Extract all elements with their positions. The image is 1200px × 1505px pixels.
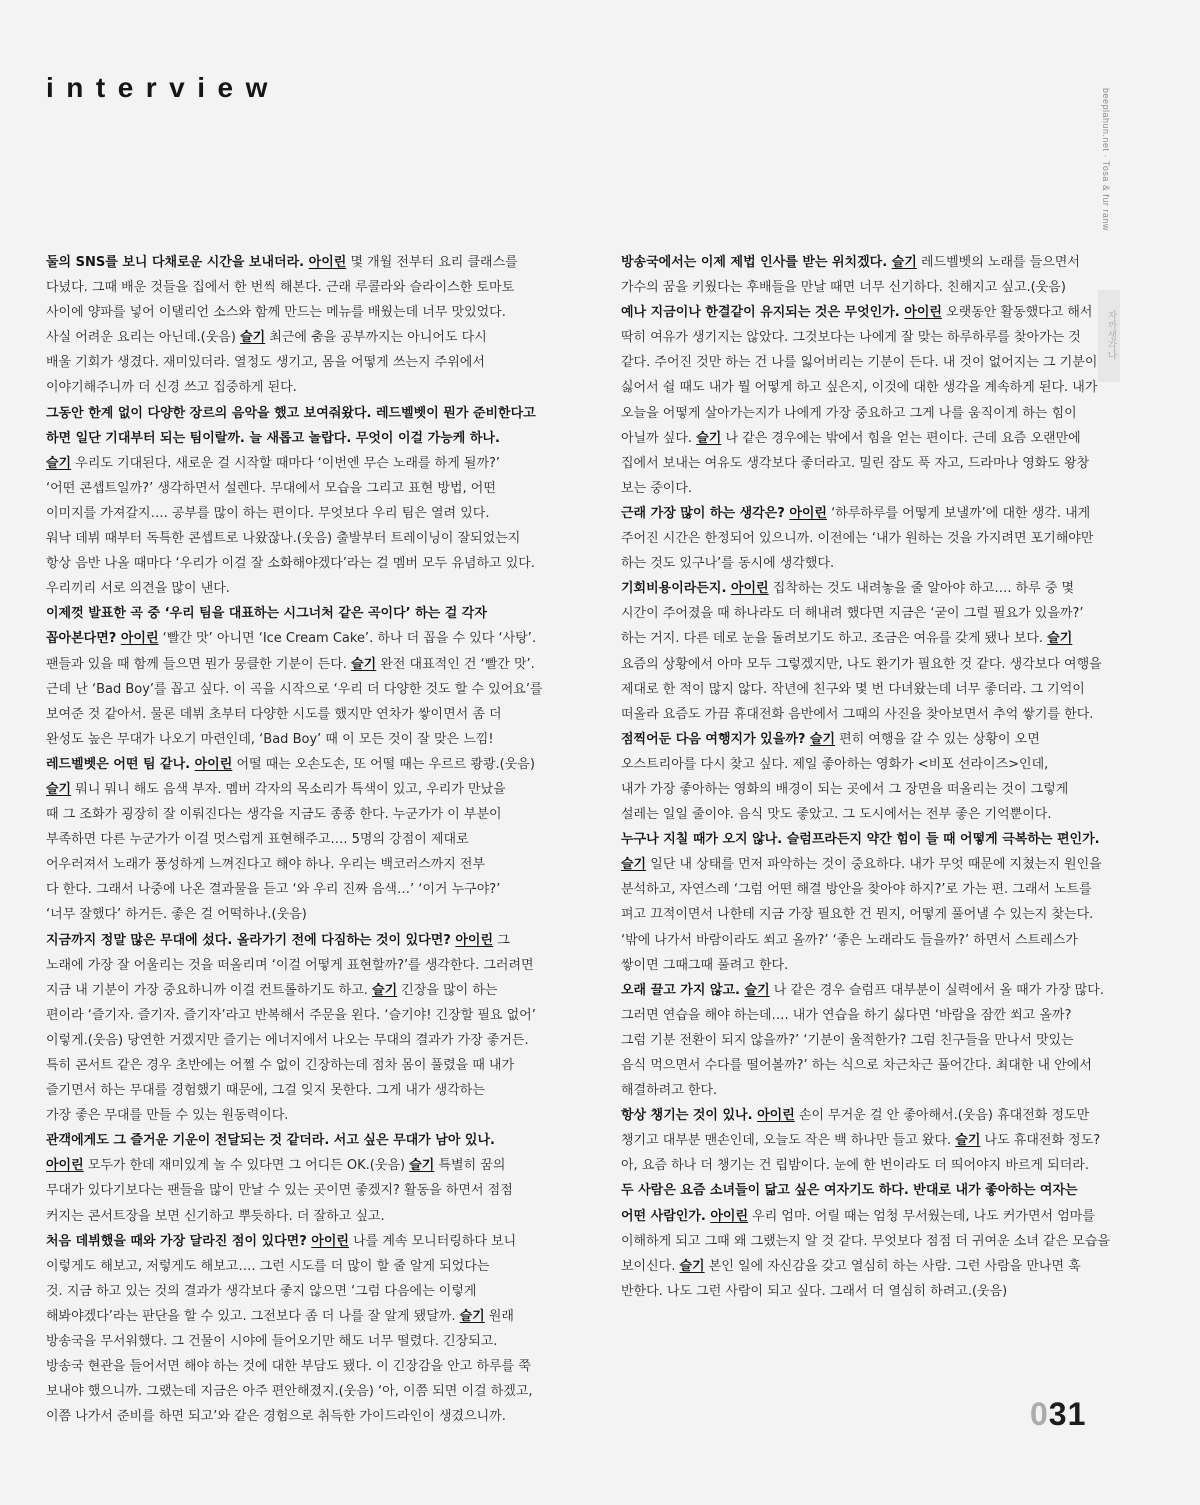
answer-text: 오랫동안 활동했다고 해서 xyxy=(941,305,1093,321)
answer-text: 커지는 콘서트장을 보면 신기하고 뿌듯하다. 더 잘하고 싶고. xyxy=(46,1208,385,1224)
text-line xyxy=(46,928,546,953)
question-text: 오래 끌고 가지 않고. xyxy=(621,982,745,998)
text-line xyxy=(621,325,1111,350)
answer-text: 그럼 기분 전환이 되지 않을까?’ ‘기분이 울적한가? 그럼 친구들을 만나서 맛있는 xyxy=(621,1032,1074,1048)
answer-text: 보여준 것 같아서. 물론 데뷔 초부터 다양한 시도를 했지만 연차가 쌓이면서 좀 더 xyxy=(46,706,502,722)
answer-text: 그 xyxy=(493,932,510,948)
text-line xyxy=(46,802,546,827)
text-line xyxy=(621,777,1111,802)
question-text: 관객에게도 그 즐거운 기운이 전달되는 것 같더라. 서고 싶은 무대가 남아 있나. xyxy=(46,1133,495,1149)
answer-text: 보내야 했으니까. 그랬는데 지금은 아주 편안해졌지.(웃음) ‘아, 이쯤 되면 이걸 하겠고, xyxy=(46,1384,533,1400)
text-line xyxy=(621,752,1111,777)
answer-text: 아닐까 싶다. xyxy=(621,430,697,446)
text-line xyxy=(621,827,1111,852)
answer-text: 이쯤 나가서 준비를 하면 되고’와 같은 경험으로 취득한 가이드라인이 생겼으니까. xyxy=(46,1409,506,1425)
answer-text: ‘밖에 나가서 바람이라도 쐬고 올까?’ ‘좋은 노래라도 들을까?’ 하면서 스트레스가 xyxy=(621,932,1078,948)
text-line xyxy=(46,1379,546,1404)
answer-text: 가장 좋은 무대를 만들 수 있는 원동력이다. xyxy=(46,1108,289,1124)
question-text: 방송국에서는 이제 제법 인사를 받는 위치겠다. xyxy=(621,255,892,270)
text-line xyxy=(621,350,1111,375)
text-line xyxy=(621,953,1111,978)
answer-text: 싫어서 쉴 때도 내가 뭘 어떻게 하고 싶은지, 이것에 대한 생각을 계속하게 된다. 내가 xyxy=(621,380,1098,396)
speaker-name: 아이린 xyxy=(710,1208,749,1224)
speaker-name: 슬기 xyxy=(372,982,398,998)
text-line xyxy=(621,1153,1111,1178)
speaker-name: 아이린 xyxy=(194,756,233,772)
text-line xyxy=(621,1028,1111,1053)
answer-text: 긴장을 많이 하는 xyxy=(397,982,498,998)
text-line xyxy=(46,576,546,601)
text-line xyxy=(621,576,1111,601)
speaker-name: 슬기 xyxy=(240,330,266,346)
text-line xyxy=(621,727,1111,752)
answer-text: 어떨 때는 오손도손, 또 어떨 때는 우르르 쾅쾅.(웃음) xyxy=(232,756,535,772)
text-line xyxy=(46,1404,546,1429)
text-line xyxy=(621,601,1111,626)
answer-text: 최근에 춤을 공부까지는 아니어도 다시 xyxy=(265,330,487,346)
text-line xyxy=(46,300,546,325)
text-line xyxy=(621,1103,1111,1128)
answer-text: 같다. 주어진 것만 하는 건 나를 잃어버리는 기분이 든다. 내 것이 없어지는 그 기분이 xyxy=(621,355,1098,371)
text-line xyxy=(46,1128,546,1153)
photo-credit: beeplahun.net · Tosa & fur ranw xyxy=(1101,88,1111,231)
question-text: 근래 가장 많이 하는 생각은? xyxy=(621,505,790,521)
text-line xyxy=(46,852,546,877)
page-number xyxy=(1030,1396,1086,1433)
side-tab-title: 자까생각나 xyxy=(1105,310,1116,360)
text-line xyxy=(621,501,1111,526)
answer-text: 나 같은 경우 슬럼프 대부분이 실력에서 올 때가 가장 많다. xyxy=(769,982,1104,998)
answer-text: 근데 난 ‘Bad Boy’를 꼽고 싶다. 이 곡을 시작으로 ‘우리 더 다양한 것도 할 수 있어요’를 xyxy=(46,681,543,697)
answer-text: 팬들과 있을 때 함께 들으면 뭔가 뭉클한 기분이 든다. xyxy=(46,656,352,672)
text-line xyxy=(46,476,546,501)
answer-text: 항상 음반 나올 때마다 ‘우리가 이걸 잘 소화해야겠다’라는 걸 멤버 모두 유념하고 있다. xyxy=(46,556,535,572)
answer-text: 오늘을 어떻게 살아가는지가 나에게 가장 중요하고 그게 나를 움직이게 하는 힘이 xyxy=(621,405,1077,421)
speaker-name: 슬기 xyxy=(46,781,72,797)
answer-text: 지금 내 기분이 가장 중요하니까 이걸 컨트롤하기도 하고. xyxy=(46,982,373,998)
answer-text: ‘빨간 맛’ 아니면 ‘Ice Cream Cake’. 하나 더 꼽을 수 있다 ‘사탕’. xyxy=(158,631,536,647)
answer-text: 편히 여행을 갈 수 있는 상황이 오면 xyxy=(835,731,1040,747)
answer-text: 뭐니 뭐니 해도 음색 부자. 멤버 각자의 목소리가 특색이 있고, 우리가 만났을 xyxy=(71,781,506,797)
text-line xyxy=(46,350,546,375)
question-text: 예나 지금이나 한결같이 유지되는 것은 무엇인가. xyxy=(621,305,905,321)
answer-text: 보이신다. xyxy=(621,1258,680,1274)
question-text: 그동안 한계 없이 다양한 장르의 음악을 했고 보여줘왔다. 레드벨벳이 뭔가 준비한다고 xyxy=(46,405,536,421)
answer-text: 해봐야겠다’라는 판단을 할 수 있고. 그전보다 좀 더 나를 잘 알게 됐달까. xyxy=(46,1308,460,1324)
text-line xyxy=(46,1229,546,1254)
text-line xyxy=(621,677,1111,702)
speaker-name: 슬기 xyxy=(696,430,722,446)
answer-text: 반한다. 나도 그런 사람이 되고 싶다. 그래서 더 열심히 하려고.(웃음) xyxy=(621,1283,1008,1299)
speaker-name: 아이린 xyxy=(789,505,827,521)
question-text: 둘의 SNS를 보니 다채로운 시간을 보내더라. xyxy=(46,255,309,270)
answer-text: 떠올라 요즘도 가끔 휴대전화 음반에서 그때의 사진을 찾아보면서 추억 쌓기를 한다. xyxy=(621,706,1094,722)
speaker-name: 슬기 xyxy=(46,455,72,471)
text-line xyxy=(46,1204,546,1229)
speaker-name: 아이린 xyxy=(757,1108,795,1124)
text-line xyxy=(46,325,546,350)
answer-text: 무대가 있다기보다는 팬들을 많이 만날 수 있는 곳이면 좋겠지? 활동을 하면서 점점 xyxy=(46,1183,513,1199)
answer-text: 해결하려고 한다. xyxy=(621,1083,718,1099)
text-line xyxy=(621,626,1111,651)
text-line xyxy=(46,1153,546,1178)
answer-text: 레드벨벳의 노래를 들으면서 xyxy=(916,255,1080,270)
speaker-name: 슬기 xyxy=(744,982,770,998)
speaker-name: 슬기 xyxy=(809,731,836,747)
text-line xyxy=(46,702,546,727)
text-line xyxy=(621,802,1111,827)
answer-text: 편이라 ‘즐기자. 즐기자. 즐기자’라고 반복해서 주문을 왼다. ‘슬기야! 긴장할 필요 없어’ xyxy=(46,1007,536,1023)
question-text: 꼽아본다면? xyxy=(46,631,121,647)
text-line xyxy=(621,1178,1111,1203)
answer-text: 원래 xyxy=(484,1308,514,1324)
text-line xyxy=(621,451,1111,476)
text-line xyxy=(621,1204,1111,1229)
answer-text: ‘너무 잘했다’ 하거든. 좋은 걸 어떡하나.(웃음) xyxy=(46,907,307,923)
text-line xyxy=(621,1279,1111,1304)
answer-text: 노래에 가장 잘 어울리는 것을 떠올리며 ‘이걸 어떻게 표현할까?’를 생각한다. 그러려면 xyxy=(46,957,534,973)
article-column-right xyxy=(621,250,1111,1304)
speaker-name: 아이린 xyxy=(455,932,494,948)
question-text: 두 사람은 요즘 소녀들이 닮고 싶은 여자기도 하다. 반대로 내가 좋아하는 여자는 xyxy=(621,1183,1078,1199)
answer-text: 아, 요즘 하나 더 챙기는 건 립밤이다. 눈에 한 번이라도 더 띄어야지 바르게 되더라. xyxy=(621,1158,1089,1174)
answer-text: 배울 기회가 생겼다. 재미있더라. 열정도 생기고, 몸을 어떻게 쓰는지 주위에서 xyxy=(46,355,485,371)
text-line xyxy=(46,902,546,927)
answer-text: 손이 무거운 걸 안 좋아해서.(웃음) 휴대전화 정도만 xyxy=(794,1108,1090,1124)
text-line xyxy=(46,727,546,752)
text-line xyxy=(621,300,1111,325)
answer-text: 나 같은 경우에는 밖에서 힘을 얻는 편이다. 근데 요즘 오랜만에 xyxy=(721,430,1081,446)
question-text: 어떤 사람인가. xyxy=(621,1208,711,1224)
speaker-name: 슬기 xyxy=(955,1133,981,1149)
text-line xyxy=(46,626,546,651)
answer-text: 이야기해주니까 더 신경 쓰고 집중하게 된다. xyxy=(46,380,297,396)
answer-text: 다 한다. 그래서 나중에 나온 결과물을 듣고 ‘와 우리 진짜 음색…’ ‘이거 누구야?’ xyxy=(46,882,501,898)
text-line xyxy=(46,752,546,777)
text-line xyxy=(621,978,1111,1003)
text-line xyxy=(46,953,546,978)
speaker-name: 슬기 xyxy=(459,1308,485,1324)
text-line xyxy=(621,476,1111,501)
text-line xyxy=(46,275,546,300)
answer-text: 그러면 연습을 해야 하는데…. 내가 연습을 하기 싫다면 ‘바람을 잠깐 쐬고 올까? xyxy=(621,1007,1072,1023)
answer-text: 집착하는 것도 내려놓을 줄 알아야 하고…. 하루 중 몇 xyxy=(768,581,1075,597)
text-line xyxy=(621,1078,1111,1103)
page-number-lead: 0 xyxy=(1030,1396,1049,1432)
answer-text: 사실 어려운 요리는 아닌데.(웃음) xyxy=(46,330,241,346)
text-line xyxy=(621,1254,1111,1279)
text-line xyxy=(46,978,546,1003)
answer-text: 몇 개월 전부터 요리 클래스를 xyxy=(346,255,518,270)
speaker-name: 슬기 xyxy=(891,255,917,270)
answer-text: ‘하루하루를 어떻게 보낼까’에 대한 생각. 내게 xyxy=(827,505,1091,521)
text-line xyxy=(46,401,546,426)
answer-text: 요즘의 상황에서 아마 모두 그렇겠지만, 나도 환기가 필요한 것 같다. 생각보다 여행을 xyxy=(621,656,1102,672)
text-line xyxy=(621,852,1111,877)
question-text: 점찍어둔 다음 여행지가 있을까? xyxy=(621,731,810,747)
answer-text: 부족하면 다른 누군가가 이걸 멋스럽게 표현해주고…. 5명의 강점이 제대로 xyxy=(46,832,469,848)
question-text: 레드벨벳은 어떤 팀 같나. xyxy=(46,756,195,772)
speaker-name: 슬기 xyxy=(351,656,377,672)
speaker-name: 슬기 xyxy=(679,1258,705,1274)
answer-text: 가수의 꿈을 키웠다는 후배들을 만날 때면 너무 신기하다. 친해지고 싶고.(웃음) xyxy=(621,280,1066,296)
text-line xyxy=(46,451,546,476)
text-line xyxy=(46,877,546,902)
text-line xyxy=(46,777,546,802)
question-text: 처음 데뷔했을 때와 가장 달라진 점이 있다면? xyxy=(46,1233,312,1249)
text-line xyxy=(621,401,1111,426)
text-line xyxy=(621,877,1111,902)
answer-text: 펴고 끄적이면서 나한테 지금 가장 필요한 건 뭔지, 어떻게 풀어낼 수 있는지 찾는다. xyxy=(621,907,1094,923)
text-line xyxy=(621,275,1111,300)
answer-text: 딱히 여유가 생기지는 않았다. 그것보다는 나에게 잘 맞는 하루하루를 찾아가는 것 xyxy=(621,330,1081,346)
text-line xyxy=(621,250,1111,275)
text-line xyxy=(46,1329,546,1354)
answer-text: 워낙 데뷔 때부터 독특한 콘셉트로 나왔잖나.(웃음) 출발부터 트레이닝이 잘되었는지 xyxy=(46,531,521,547)
text-line xyxy=(621,526,1111,551)
text-line xyxy=(46,426,546,451)
text-line xyxy=(621,1003,1111,1028)
answer-text: 내가 가장 좋아하는 영화의 배경이 되는 곳에서 그 장면을 떠올리는 것이 그렇게 xyxy=(621,781,1069,797)
answer-text: 하는 것도 있구나’를 동시에 생각했다. xyxy=(621,556,835,572)
answer-text: 것. 지금 하고 있는 것의 결과가 생각보다 좋지 않으면 ‘그럼 다음에는 이렇게 xyxy=(46,1283,477,1299)
answer-text: 우리 엄마. 어릴 때는 엄청 무서웠는데, 나도 커가면서 엄마를 xyxy=(748,1208,1095,1224)
text-line xyxy=(46,1103,546,1128)
answer-text: 이렇게도 해보고, 저렇게도 해보고…. 그런 시도를 더 많이 할 줄 알게 되었다는 xyxy=(46,1258,490,1274)
answer-text: 방송국 현관을 들어서면 해야 하는 것에 대한 부담도 됐다. 이 긴장감을 안고 하루를 쭉 xyxy=(46,1359,531,1375)
answer-text: 이해하게 되고 그때 왜 그랬는지 알 것 같다. 무엇보다 점점 더 귀여운 소녀 같은 모습을 xyxy=(621,1233,1110,1249)
speaker-name: 슬기 xyxy=(621,857,647,873)
text-line xyxy=(46,250,546,275)
answer-text: 특히 콘서트 같은 경우 초반에는 어쩔 수 없이 긴장하는데 점차 몸이 풀렸을 때 내가 xyxy=(46,1058,515,1073)
answer-text: 본인 일에 자신감을 갖고 열심히 하는 사람. 그런 사람을 만나면 훅 xyxy=(704,1258,1081,1274)
answer-text: 우리끼리 서로 의견을 많이 낸다. xyxy=(46,581,230,597)
text-line xyxy=(46,1279,546,1304)
text-line xyxy=(46,652,546,677)
answer-text: 방송국을 무서워했다. 그 건물이 시야에 들어오기만 해도 너무 떨렸다. 긴장되고. xyxy=(46,1334,498,1350)
question-text: 항상 챙기는 것이 있나. xyxy=(621,1108,758,1124)
text-line xyxy=(46,501,546,526)
answer-text: 모두가 한데 재미있게 놀 수 있다면 그 어디든 OK.(웃음) xyxy=(83,1158,410,1174)
answer-text: 오스트리아를 다시 찾고 싶다. 제일 좋아하는 영화가 <비포 선라이즈>인데, xyxy=(621,756,1049,772)
text-line xyxy=(46,375,546,400)
speaker-name: 아이린 xyxy=(730,581,769,597)
question-text: 누구나 지칠 때가 오지 않나. 슬럼프라든지 약간 힘이 들 때 어떻게 극복하는 편인가. xyxy=(621,832,1100,848)
text-line xyxy=(621,1229,1111,1254)
speaker-name: 아이린 xyxy=(308,255,347,270)
answer-text: 챙기고 대부분 맨손인데, 오늘도 작은 백 하나만 들고 왔다. xyxy=(621,1133,956,1149)
answer-text: 주어진 시간은 한정되어 있으니까. 이전에는 ‘내가 원하는 것을 가지려면 포기해야만 xyxy=(621,531,1094,547)
text-line xyxy=(46,1354,546,1379)
text-line xyxy=(46,1028,546,1053)
answer-text: 완성도 높은 무대가 나오기 마련인데, ‘Bad Boy’ 때 이 모든 것이 잘 맞은 느낌! xyxy=(46,731,494,747)
text-line xyxy=(46,1304,546,1329)
question-text: 이제껏 발표한 곡 중 ‘우리 팀을 대표하는 시그너처 같은 곡이다’ 하는 걸 각자 xyxy=(46,606,487,622)
text-line xyxy=(46,1053,546,1078)
text-line xyxy=(621,902,1111,927)
text-line xyxy=(621,702,1111,727)
answer-text: 이렇게.(웃음) 당연한 거겠지만 즐기는 에너지에서 나오는 무대의 결과가 가장 좋거든. xyxy=(46,1032,529,1048)
answer-text: 쌓이면 그때그때 풀려고 한다. xyxy=(621,957,789,973)
question-text: 지금까지 정말 많은 무대에 섰다. 올라가기 전에 다짐하는 것이 있다면? xyxy=(46,932,456,948)
text-line xyxy=(621,928,1111,953)
answer-text: 즐기면서 하는 무대를 경험했기 때문에, 그걸 잊지 못한다. 그게 내가 생각하는 xyxy=(46,1083,485,1099)
text-line xyxy=(621,1128,1111,1153)
text-line xyxy=(46,1003,546,1028)
answer-text: 일단 내 상태를 먼저 파악하는 것이 중요하다. 내가 무엇 때문에 지쳤는지 원인을 xyxy=(646,857,1102,873)
answer-text: 설레는 일일 줄이야. 음식 맛도 좋았고. 그 도시에서는 전부 좋은 기억뿐이다. xyxy=(621,807,1052,823)
speaker-name: 슬기 xyxy=(1047,631,1073,647)
magazine-section-title: interview xyxy=(46,72,280,103)
speaker-name: 아이린 xyxy=(120,631,159,647)
answer-text: 우리도 기대된다. 새로운 걸 시작할 때마다 ‘이번엔 무슨 노래를 하게 될까?’ xyxy=(71,455,501,471)
answer-text: 나를 계속 모니터링하다 보니 xyxy=(348,1233,517,1249)
answer-text: 완전 대표적인 건 ‘빨간 맛’. xyxy=(376,656,535,672)
speaker-name: 아이린 xyxy=(46,1158,84,1174)
answer-text: 어우러져서 노래가 풍성하게 느껴진다고 해야 하나. 우리는 백코러스까지 전부 xyxy=(46,857,486,873)
text-line xyxy=(46,551,546,576)
text-line xyxy=(621,1053,1111,1078)
answer-text: 제대로 한 적이 많지 않다. 작년에 친구와 몇 번 다녀왔는데 너무 좋더라. 그 기억이 xyxy=(621,681,1085,697)
answer-text: 때 그 조화가 굉장히 잘 이뤄진다는 생각을 지금도 종종 한다. 누군가가 이 부분이 xyxy=(46,807,502,823)
answer-text: 시간이 주어졌을 때 하나라도 더 해내려 했다면 지금은 ‘굳이 그럴 필요가 있을까?’ xyxy=(621,606,1084,622)
answer-text: 보는 중이다. xyxy=(621,480,693,496)
speaker-name: 아이린 xyxy=(311,1233,349,1249)
text-line xyxy=(621,551,1111,576)
page-number-main: 31 xyxy=(1048,1396,1087,1432)
answer-text: 사이에 양파를 넣어 이탤리언 소스와 함께 만드는 메뉴를 배웠는데 너무 맛있었다. xyxy=(46,305,506,321)
answer-text: 집에서 보내는 여유도 생각보다 좋더라고. 밀린 잠도 푹 자고, 드라마나 영화도 왕창 xyxy=(621,455,1090,471)
text-line xyxy=(46,1078,546,1103)
answer-text: 하는 거지. 다른 데로 눈을 돌려보기도 하고. 조금은 여유를 갖게 됐나 보다. xyxy=(621,631,1048,647)
text-line xyxy=(621,426,1111,451)
answer-text: 나도 휴대전화 정도? xyxy=(980,1133,1101,1149)
text-line xyxy=(621,652,1111,677)
answer-text: 다녔다. 그때 배운 것들을 집에서 한 번씩 해본다. 근래 루콜라와 슬라이스한 토마토 xyxy=(46,280,515,296)
question-text: 기회비용이라든지. xyxy=(621,581,731,597)
answer-text: 특별히 꿈의 xyxy=(434,1158,506,1174)
text-line xyxy=(46,677,546,702)
answer-text: 이미지를 가져갈지…. 공부를 많이 하는 편이다. 무엇보다 우리 팀은 열려 있다. xyxy=(46,505,490,521)
answer-text: ‘어떤 콘셉트일까?’ 생각하면서 설렌다. 무대에서 모습을 그리고 표현 방법, 어떤 xyxy=(46,480,496,496)
answer-text: 분석하고, 자연스레 ‘그럼 어떤 해결 방안을 찾아야 하지?’로 가는 편. 그래서 노트를 xyxy=(621,882,1092,898)
text-line xyxy=(46,601,546,626)
question-text: 하면 일단 기대부터 되는 팀이랄까. 늘 새롭고 놀랍다. 무엇이 이걸 가능케 하나. xyxy=(46,430,500,446)
text-line xyxy=(621,375,1111,400)
answer-text: 음식 먹으면서 수다를 떨어볼까?’ 하는 식으로 차근차근 풀어간다. 최대한 내 안에서 xyxy=(621,1058,1092,1073)
text-line xyxy=(46,1254,546,1279)
article-column-left xyxy=(46,250,546,1429)
text-line xyxy=(46,1178,546,1203)
speaker-name: 슬기 xyxy=(409,1158,435,1174)
speaker-name: 아이린 xyxy=(904,305,942,321)
text-line xyxy=(46,827,546,852)
text-line xyxy=(46,526,546,551)
